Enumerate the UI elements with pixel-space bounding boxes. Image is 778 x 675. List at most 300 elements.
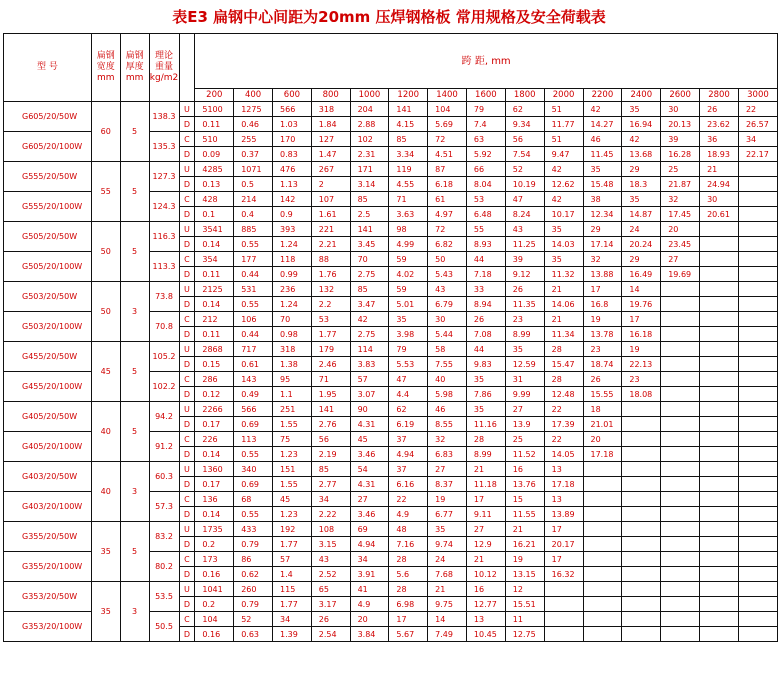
value-cell: 11.16 [466, 417, 505, 432]
value-cell [700, 237, 739, 252]
value-cell: 43 [505, 222, 544, 237]
value-cell: 14 [622, 282, 661, 297]
value-cell: 8.99 [466, 447, 505, 462]
value-cell: 12.75 [505, 627, 544, 642]
value-cell: 57 [273, 552, 312, 567]
value-cell: 204 [350, 102, 389, 117]
value-cell: 1275 [234, 102, 273, 117]
value-cell: 12.9 [466, 537, 505, 552]
value-cell: 16.49 [622, 267, 661, 282]
value-cell: 132 [311, 282, 350, 297]
span-header-cell: 400 [234, 89, 273, 102]
value-cell: 43 [428, 282, 467, 297]
value-cell [700, 507, 739, 522]
value-cell: 53 [466, 192, 505, 207]
load-type-cell: D [179, 237, 195, 252]
value-cell [583, 477, 622, 492]
value-cell: 6.18 [428, 177, 467, 192]
value-cell: 9.74 [428, 537, 467, 552]
weight-cell: 127.3 [149, 162, 179, 192]
value-cell: 4.94 [350, 537, 389, 552]
value-cell: 2.75 [350, 267, 389, 282]
value-cell: 20 [583, 432, 622, 447]
value-cell: 11.52 [505, 447, 544, 462]
value-cell: 0.16 [195, 627, 234, 642]
load-type-cell: C [179, 312, 195, 327]
value-cell: 88 [311, 252, 350, 267]
value-cell [738, 552, 777, 567]
model-cell: G555/20/100W [4, 192, 92, 222]
value-cell: 3.07 [350, 387, 389, 402]
value-cell: 3.84 [350, 627, 389, 642]
span-header-cell: 3000 [738, 89, 777, 102]
value-cell: 2.88 [350, 117, 389, 132]
value-cell: 0.13 [195, 177, 234, 192]
value-cell: 0.99 [273, 267, 312, 282]
value-cell: 179 [311, 342, 350, 357]
table-row [4, 402, 778, 417]
value-cell: 33 [466, 282, 505, 297]
value-cell [738, 282, 777, 297]
value-cell: 17.18 [583, 447, 622, 462]
weight-cell: 94.2 [149, 402, 179, 432]
value-cell: 13.89 [544, 507, 583, 522]
value-cell: 3.83 [350, 357, 389, 372]
value-cell: 23.62 [700, 117, 739, 132]
width-cell: 55 [91, 162, 120, 222]
value-cell: 6.83 [428, 447, 467, 462]
value-cell: 14.06 [544, 297, 583, 312]
value-cell: 35 [389, 312, 428, 327]
value-cell: 0.83 [273, 147, 312, 162]
value-cell: 30 [661, 102, 700, 117]
value-cell: 433 [234, 522, 273, 537]
value-cell: 14.27 [583, 117, 622, 132]
value-cell: 12.62 [544, 177, 583, 192]
value-cell: 340 [234, 462, 273, 477]
value-cell [700, 447, 739, 462]
value-cell [544, 627, 583, 642]
value-cell [622, 567, 661, 582]
value-cell [661, 327, 700, 342]
value-cell: 21 [466, 552, 505, 567]
value-cell: 24.94 [700, 177, 739, 192]
value-cell: 267 [311, 162, 350, 177]
value-cell: 106 [234, 312, 273, 327]
value-cell: 11.45 [583, 147, 622, 162]
value-cell [738, 177, 777, 192]
value-cell: 104 [428, 102, 467, 117]
value-cell [661, 357, 700, 372]
span-header-cell: 2800 [700, 89, 739, 102]
load-type-cell: C [179, 372, 195, 387]
value-cell [738, 312, 777, 327]
span-header-cell: 2200 [583, 89, 622, 102]
table-body [4, 102, 778, 642]
value-cell [700, 372, 739, 387]
value-cell: 260 [234, 582, 273, 597]
weight-cell: 73.8 [149, 282, 179, 312]
value-cell: 1.24 [273, 237, 312, 252]
value-cell: 5.98 [428, 387, 467, 402]
value-cell: 28 [544, 372, 583, 387]
value-cell: 3.47 [350, 297, 389, 312]
value-cell: 47 [505, 192, 544, 207]
model-cell: G555/20/50W [4, 162, 92, 192]
value-cell: 50 [428, 252, 467, 267]
value-cell: 30 [428, 312, 467, 327]
value-cell [661, 567, 700, 582]
value-cell [661, 612, 700, 627]
value-cell [738, 267, 777, 282]
value-cell: 8.37 [428, 477, 467, 492]
value-cell: 127 [311, 132, 350, 147]
value-cell: 0.44 [234, 267, 273, 282]
load-type-cell: U [179, 402, 195, 417]
value-cell: 16 [505, 462, 544, 477]
value-cell [738, 297, 777, 312]
value-cell: 10.19 [505, 177, 544, 192]
value-cell: 318 [273, 342, 312, 357]
value-cell: 79 [389, 342, 428, 357]
model-cell: G605/20/100W [4, 132, 92, 162]
value-cell: 566 [234, 402, 273, 417]
value-cell: 16.32 [544, 567, 583, 582]
value-cell: 18.08 [622, 387, 661, 402]
load-type-cell: U [179, 582, 195, 597]
model-cell: G403/20/50W [4, 462, 92, 492]
value-cell: 22 [738, 102, 777, 117]
value-cell: 0.55 [234, 237, 273, 252]
value-cell: 13 [466, 612, 505, 627]
value-cell: 28 [466, 432, 505, 447]
value-cell: 16.94 [622, 117, 661, 132]
value-cell: 3.91 [350, 567, 389, 582]
value-cell: 5.67 [389, 627, 428, 642]
value-cell: 0.16 [195, 567, 234, 582]
value-cell: 69 [350, 522, 389, 537]
value-cell: 13.9 [505, 417, 544, 432]
value-cell: 21 [544, 282, 583, 297]
value-cell [738, 507, 777, 522]
value-cell [622, 582, 661, 597]
value-cell: 86 [234, 552, 273, 567]
value-cell: 141 [350, 222, 389, 237]
load-type-cell: U [179, 282, 195, 297]
value-cell: 17 [622, 312, 661, 327]
value-cell: 16.21 [505, 537, 544, 552]
value-cell [738, 207, 777, 222]
value-cell: 23 [505, 312, 544, 327]
value-cell [661, 507, 700, 522]
value-cell [622, 477, 661, 492]
value-cell [622, 417, 661, 432]
value-cell: 34 [273, 612, 312, 627]
load-type-cell: D [179, 267, 195, 282]
value-cell: 531 [234, 282, 273, 297]
value-cell: 4.31 [350, 477, 389, 492]
weight-cell: 124.3 [149, 192, 179, 222]
value-cell: 3.15 [311, 537, 350, 552]
value-cell: 9.11 [466, 507, 505, 522]
value-cell [700, 267, 739, 282]
value-cell: 1.84 [311, 117, 350, 132]
width-cell: 40 [91, 462, 120, 522]
value-cell: 4.51 [428, 147, 467, 162]
value-cell: 66 [466, 162, 505, 177]
value-cell: 15.48 [583, 177, 622, 192]
value-cell: 2266 [195, 402, 234, 417]
span-header-cell: 2000 [544, 89, 583, 102]
value-cell: 0.55 [234, 297, 273, 312]
value-cell: 10.17 [544, 207, 583, 222]
value-cell: 717 [234, 342, 273, 357]
value-cell [544, 612, 583, 627]
value-cell: 151 [273, 462, 312, 477]
value-cell [661, 597, 700, 612]
thickness-cell: 5 [120, 402, 149, 462]
value-cell: 2 [311, 177, 350, 192]
value-cell [622, 522, 661, 537]
value-cell: 53 [311, 312, 350, 327]
value-cell: 18.74 [583, 357, 622, 372]
load-type-cell: D [179, 537, 195, 552]
value-cell: 27 [428, 462, 467, 477]
value-cell: 39 [505, 252, 544, 267]
load-type-cell: D [179, 117, 195, 132]
value-cell: 2.2 [311, 297, 350, 312]
value-cell: 1.77 [273, 537, 312, 552]
value-cell: 8.24 [505, 207, 544, 222]
value-cell: 7.55 [428, 357, 467, 372]
value-cell: 16.18 [622, 327, 661, 342]
value-cell: 85 [311, 462, 350, 477]
value-cell: 0.4 [234, 207, 273, 222]
value-cell: 0.1 [195, 207, 234, 222]
value-cell: 18.93 [700, 147, 739, 162]
value-cell: 23.45 [661, 237, 700, 252]
value-cell: 2.5 [350, 207, 389, 222]
value-cell [583, 552, 622, 567]
value-cell: 2.52 [311, 567, 350, 582]
load-type-cell: D [179, 357, 195, 372]
weight-cell: 91.2 [149, 432, 179, 462]
value-cell: 115 [273, 582, 312, 597]
value-cell: 27 [505, 402, 544, 417]
value-cell: 11.18 [466, 477, 505, 492]
value-cell [583, 612, 622, 627]
load-type-cell: U [179, 522, 195, 537]
value-cell [700, 627, 739, 642]
value-cell: 0.12 [195, 387, 234, 402]
value-cell: 36 [700, 132, 739, 147]
span-header-cell: 600 [273, 89, 312, 102]
value-cell [661, 282, 700, 297]
value-cell: 8.04 [466, 177, 505, 192]
value-cell: 3.34 [389, 147, 428, 162]
value-cell: 31 [505, 372, 544, 387]
value-cell: 37 [389, 432, 428, 447]
value-cell: 16.8 [583, 297, 622, 312]
value-cell: 0.17 [195, 477, 234, 492]
value-cell: 20.13 [661, 117, 700, 132]
value-cell: 17.14 [583, 237, 622, 252]
load-type-cell: C [179, 432, 195, 447]
value-cell: 0.49 [234, 387, 273, 402]
value-cell: 42 [622, 132, 661, 147]
weight-cell: 80.2 [149, 552, 179, 582]
value-cell: 85 [350, 282, 389, 297]
span-header-cell: 1000 [350, 89, 389, 102]
value-cell: 70 [350, 252, 389, 267]
value-cell: 2.75 [350, 327, 389, 342]
value-cell: 28 [389, 582, 428, 597]
value-cell: 19 [428, 492, 467, 507]
value-cell: 68 [234, 492, 273, 507]
value-cell: 0.61 [234, 357, 273, 372]
load-type-cell: U [179, 102, 195, 117]
load-type-cell: D [179, 417, 195, 432]
value-cell: 42 [350, 312, 389, 327]
value-cell [700, 537, 739, 552]
model-cell: G505/20/50W [4, 222, 92, 252]
value-cell: 15 [505, 492, 544, 507]
load-type-cell: C [179, 192, 195, 207]
value-cell: 17 [389, 612, 428, 627]
value-cell: 4.97 [428, 207, 467, 222]
value-cell: 102 [350, 132, 389, 147]
value-cell: 35 [583, 162, 622, 177]
value-cell: 27 [661, 252, 700, 267]
load-type-cell: U [179, 462, 195, 477]
value-cell [661, 492, 700, 507]
value-cell: 5.69 [428, 117, 467, 132]
value-cell: 4.15 [389, 117, 428, 132]
value-cell: 19 [583, 312, 622, 327]
value-cell: 40 [428, 372, 467, 387]
value-cell: 0.2 [195, 597, 234, 612]
value-cell: 0.14 [195, 507, 234, 522]
thickness-cell: 5 [120, 342, 149, 402]
col-header-thickness: 扁钢 厚度 mm [120, 34, 149, 102]
value-cell: 226 [195, 432, 234, 447]
value-cell [738, 342, 777, 357]
value-cell: 2.76 [311, 417, 350, 432]
value-cell: 255 [234, 132, 273, 147]
value-cell: 1360 [195, 462, 234, 477]
model-cell: G355/20/100W [4, 552, 92, 582]
width-cell: 45 [91, 342, 120, 402]
value-cell: 9.12 [505, 267, 544, 282]
value-cell: 16 [466, 582, 505, 597]
value-cell: 75 [273, 432, 312, 447]
value-cell [738, 402, 777, 417]
value-cell: 11.34 [544, 327, 583, 342]
value-cell: 34 [311, 492, 350, 507]
value-cell: 90 [350, 402, 389, 417]
value-cell: 113 [234, 432, 273, 447]
value-cell [661, 522, 700, 537]
value-cell: 0.15 [195, 357, 234, 372]
value-cell: 7.86 [466, 387, 505, 402]
value-cell: 20 [661, 222, 700, 237]
table-row [4, 342, 778, 357]
value-cell: 5.43 [428, 267, 467, 282]
value-cell: 0.79 [234, 597, 273, 612]
load-type-cell: D [179, 327, 195, 342]
value-cell: 2.21 [311, 237, 350, 252]
value-cell: 4.9 [350, 597, 389, 612]
value-cell [738, 612, 777, 627]
value-cell [700, 612, 739, 627]
value-cell: 6.98 [389, 597, 428, 612]
value-cell [738, 537, 777, 552]
value-cell: 251 [273, 402, 312, 417]
value-cell [738, 192, 777, 207]
value-cell: 5.6 [389, 567, 428, 582]
width-cell: 60 [91, 102, 120, 162]
value-cell: 13.15 [505, 567, 544, 582]
value-cell [700, 477, 739, 492]
col-header-width: 扁钢 宽度 mm [91, 34, 120, 102]
value-cell [661, 627, 700, 642]
value-cell: 1.61 [311, 207, 350, 222]
weight-cell: 53.5 [149, 582, 179, 612]
value-cell: 1.55 [273, 417, 312, 432]
model-cell: G503/20/50W [4, 282, 92, 312]
value-cell: 6.48 [466, 207, 505, 222]
value-cell: 3541 [195, 222, 234, 237]
value-cell: 6.79 [428, 297, 467, 312]
value-cell: 177 [234, 252, 273, 267]
value-cell: 0.79 [234, 537, 273, 552]
model-cell: G353/20/100W [4, 612, 92, 642]
table-row [4, 162, 778, 177]
value-cell: 17.18 [544, 477, 583, 492]
value-cell [583, 507, 622, 522]
load-type-cell: U [179, 222, 195, 237]
load-type-cell: C [179, 132, 195, 147]
load-type-cell: U [179, 342, 195, 357]
thickness-cell: 3 [120, 582, 149, 642]
value-cell: 21.87 [661, 177, 700, 192]
value-cell: 13.88 [583, 267, 622, 282]
value-cell: 1.38 [273, 357, 312, 372]
value-cell: 11 [505, 612, 544, 627]
weight-cell: 83.2 [149, 522, 179, 552]
model-cell: G405/20/100W [4, 432, 92, 462]
value-cell: 4.31 [350, 417, 389, 432]
value-cell: 8.99 [505, 327, 544, 342]
value-cell: 35 [466, 402, 505, 417]
table-row [4, 462, 778, 477]
value-cell: 26 [466, 312, 505, 327]
value-cell: 476 [273, 162, 312, 177]
value-cell: 42 [544, 192, 583, 207]
value-cell: 19.76 [622, 297, 661, 312]
weight-cell: 70.8 [149, 312, 179, 342]
value-cell: 54 [350, 462, 389, 477]
value-cell [544, 597, 583, 612]
value-cell: 3.98 [389, 327, 428, 342]
value-cell: 63 [466, 132, 505, 147]
model-cell: G455/20/50W [4, 342, 92, 372]
value-cell: 0.46 [234, 117, 273, 132]
value-cell: 12 [505, 582, 544, 597]
value-cell: 42 [583, 102, 622, 117]
value-cell: 170 [273, 132, 312, 147]
value-cell [583, 522, 622, 537]
